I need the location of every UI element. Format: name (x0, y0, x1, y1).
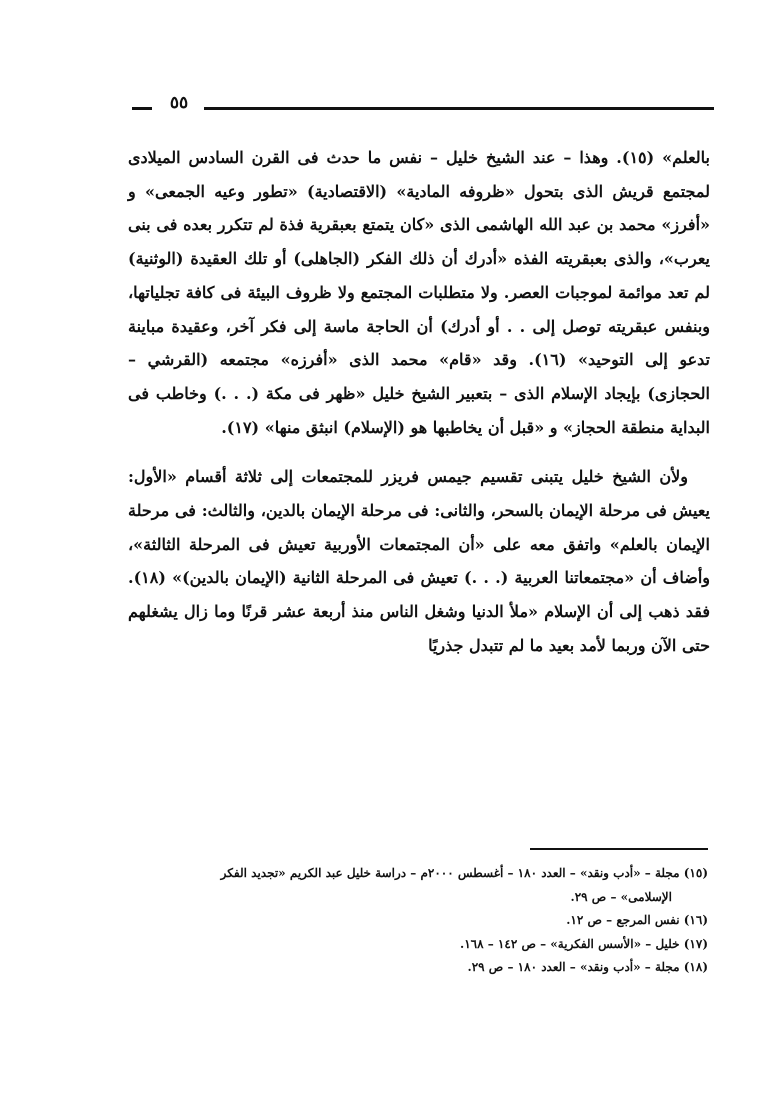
text-line: أو تلك العقيدة (الوثنية) لم تعد موائمة لموجبات العصر. ولا متطلبات المجتمع ولا (128, 249, 710, 302)
text-line: الذى «أفرزه» مجتمعه (القرشي – الحجازى) بإيجاد الإسلام الذى – بتعبير الشيخ (128, 350, 711, 403)
text-line: الميلادى لمجتمع قريش الذى بتحول «ظروفه المادية» (الاقتصادية) «تطور وعيه (128, 148, 710, 201)
header-rule-left (132, 107, 152, 110)
text-line: ظروف البيئة فى كافة تجلياتها، وبنفس عبقريته توصل إلى . . أو أدرك) أن الحاجة (128, 282, 710, 336)
text-line: (الإيمان بالدين)» (١٨). فقد ذهب إلى أن الإسلام «ملأ الدنيا وشغل الناس منذ (128, 568, 710, 622)
text-line: بالعلم» (١٥). وهذا – عند الشيخ خليل – نفس ما حدث فى القرن السادس (180, 148, 710, 167)
header-rule-right (204, 107, 714, 110)
text-line: ولأن الشيخ خليل يتبنى تقسيم جيمس فريزر للمجتمعات إلى ثلاثة أقسام (176, 467, 689, 487)
footnote-15: (١٥) مجلة – «أدب ونقد» – العدد ١٨٠ – أغسطس ٢٠٠٠م – دراسة خليل عبد الكريم «تجديد الفكر (220, 866, 708, 880)
text-line: فى المرحلة الثالثة»، وأضاف أن «مجتمعاتنا العربية (. . .) تعيش فى المرحلة الثانية (128, 534, 711, 588)
text-line: والثالث: فى مرحلة الإيمان بالعلم» واتفق معه على «أن المجتمعات الأوربية تعيش (128, 501, 710, 554)
paragraph-2 (128, 460, 710, 662)
footnote-18: (١٨) مجلة – «أدب ونقد» – العدد ١٨٠ – ص ٢٩. (467, 960, 708, 974)
text-line: «الأول: يعيش فى مرحلة الإيمان بالسحر، والثانى: فى مرحلة الإيمان بالدين، (128, 467, 710, 521)
footnote-separator (530, 848, 708, 850)
text-line: أربعة عشر قرنًا وما زال يشغلهم حتى الآن وربما لأمد بعيد ما لم تتبدل جذريًا (128, 602, 710, 655)
page-number: ٥٥ (169, 93, 189, 113)
text-line: هو (الإسلام) انبثق منها» (١٧). (221, 417, 428, 437)
footnote-16: (١٦) نفس المرجع – ص ١٢. (566, 913, 708, 927)
text-line: ماسة إلى فكر آخر، وعقيدة مباينة تدعو إلى التوحيد» (١٦). وقد «قام» محمد (128, 316, 711, 370)
text-line: تتكرر بعده فى بنى يعرب»، والذى بعبقريته الفذه «أدرك أن ذلك الفكر (الجاهلى) (128, 215, 710, 269)
paragraph-1 (128, 141, 710, 444)
footnote-17: (١٧) خليل – «الأسس الفكرية» – ص ١٤٢ – ١٦٨. (460, 936, 708, 951)
text-line: خليل «ظهر فى مكة (. . .) وخاطب فى البداية منطقة الحجاز» و «قبل أن يخاطبها (128, 383, 710, 437)
footnotes (140, 862, 708, 980)
text-line: الجمعى» و «أفرز» محمد بن عبد الله الهاشمى الذى «كان يتمتع بعبقرية فذة لم (128, 181, 711, 235)
footnote-15-continuation: الإسلامى» – ص ٢٩. (570, 889, 672, 904)
main-text (128, 141, 710, 663)
